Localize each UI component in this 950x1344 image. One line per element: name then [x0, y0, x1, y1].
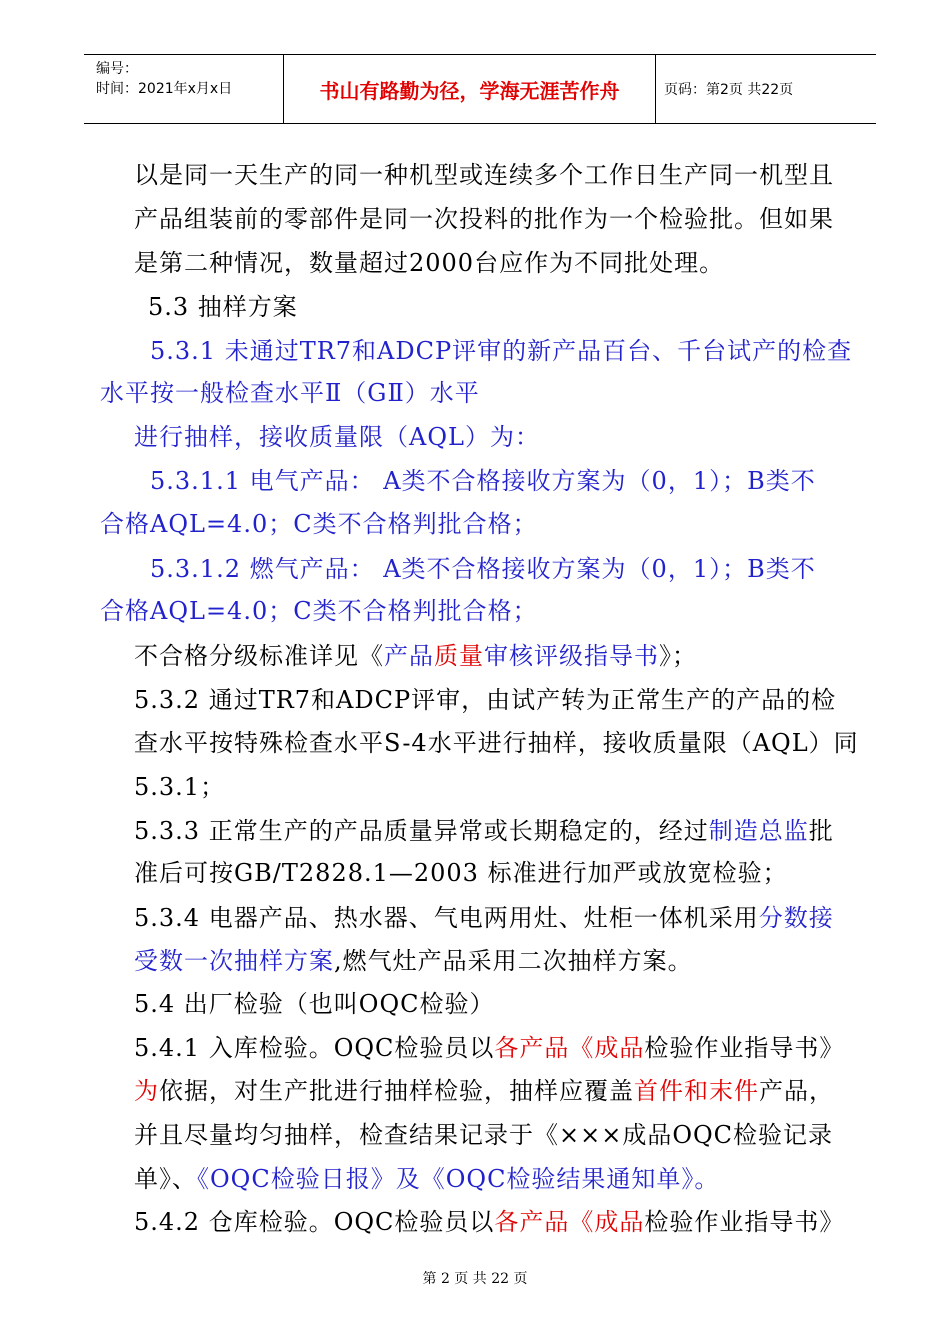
- text-segment: 《OQC检验日报》及《OQC检验结果通知单》。: [197, 1165, 720, 1193]
- text-segment: 为: [134, 1077, 159, 1105]
- text-segment: 首件和末件: [634, 1077, 759, 1105]
- text-segment: 合格AQL=4.0；C类不合格判批合格；: [100, 597, 538, 625]
- header-meta: [84, 55, 284, 123]
- text-segment: 5.4.2 仓库检验。OQC检验员以: [134, 1208, 495, 1236]
- body-line: [150, 549, 816, 584]
- body-line: [134, 1028, 844, 1063]
- text-segment: 5.3 抽样方案: [148, 293, 298, 321]
- text-segment: 以是同一天生产的同一种机型或连续多个工作日生产同一机型且: [134, 161, 834, 189]
- text-segment: 水平按一般检查水平Ⅱ（GⅡ）水平: [100, 379, 480, 407]
- text-segment: 产品，: [759, 1077, 834, 1105]
- body-line: [134, 417, 540, 452]
- text-segment: 批: [808, 817, 834, 845]
- text-segment: 》；: [659, 642, 697, 670]
- text-segment: 各产品《成品: [494, 1208, 645, 1236]
- body-line: [100, 591, 538, 626]
- text-segment: 检验作业指导书》: [644, 1034, 845, 1062]
- body-line: [148, 287, 298, 322]
- body-line: [134, 636, 697, 671]
- text-segment: 依据，对生产批进行抽样检验，抽样应覆盖: [159, 1077, 634, 1105]
- body-line: [134, 767, 225, 802]
- text-segment: 各产品《成品: [494, 1034, 645, 1062]
- document-number-label: 编号：: [96, 61, 138, 77]
- body-line: [100, 373, 480, 408]
- text-segment: 进行抽样，接收质量限（AQL）为：: [134, 423, 540, 451]
- text-segment: 合格AQL=4.0；C类不合格判批合格；: [100, 510, 538, 538]
- text-segment: 5.4.1 入库检验。OQC检验员以: [134, 1034, 495, 1062]
- page-footer: 第 2 页 共 22 页: [422, 1271, 528, 1287]
- text-segment: 质量: [434, 642, 484, 670]
- body-line: [134, 199, 834, 234]
- text-segment: 受数一次抽样方案: [134, 947, 334, 975]
- body-line: [134, 984, 495, 1019]
- text-segment: 制造总监: [708, 817, 809, 845]
- body-line: [134, 723, 859, 758]
- text-segment: 单》、: [134, 1165, 197, 1193]
- text-segment: 查水平按特殊检查水平S-4水平进行抽样，接收质量限（AQL）同: [134, 729, 859, 757]
- text-segment: 审核评级指导书: [484, 642, 659, 670]
- body-line: [134, 898, 834, 933]
- text-segment: 分数接: [758, 904, 834, 932]
- text-segment: 5.4 出厂检验（也叫OQC检验）: [134, 990, 495, 1018]
- body-line: [150, 461, 816, 496]
- body-line: [150, 331, 852, 366]
- text-segment: 准后可按GB/T2828.1—2003 标准进行加严或放宽检验；: [134, 859, 788, 887]
- text-segment: 5.3.1.2 燃气产品： A类不合格接收方案为（0，1）；B类不: [150, 555, 816, 583]
- body-line: [134, 1202, 844, 1237]
- body-line: [134, 853, 788, 888]
- body-line: [134, 243, 724, 278]
- text-segment: 检验作业指导书》: [644, 1208, 845, 1236]
- text-segment: 产品: [384, 642, 434, 670]
- text-segment: 5.3.1 未通过TR7和ADCP评审的新产品百台、千台试产的检查: [150, 337, 853, 365]
- header-page-info: 页码：第2页 共22页: [664, 82, 794, 98]
- page-header: [84, 54, 876, 124]
- text-segment: 5.3.2 通过TR7和ADCP评审，由试产转为正常生产的产品的检: [134, 686, 837, 714]
- text-segment: 5.3.1；: [134, 773, 226, 801]
- text-segment: 并且尽量均匀抽样，检查结果记录于《×××成品OQC检验记录: [134, 1121, 834, 1149]
- text-segment: 5.3.3 正常生产的产品质量异常或长期稳定的，经过: [134, 817, 709, 845]
- text-segment: 5.3.4 电器产品、热水器、气电两用灶、灶柜一体机采用: [134, 904, 759, 932]
- text-segment: ,燃气灶产品采用二次抽样方案。: [334, 947, 693, 975]
- body-line: [134, 680, 836, 715]
- body-line: [134, 155, 834, 190]
- body-line: [134, 1115, 833, 1150]
- text-segment: 产品组装前的零部件是同一次投料的批作为一个检验批。但如果: [134, 205, 834, 233]
- text-segment: 不合格分级标准详见《: [134, 642, 384, 670]
- body-line: [134, 1071, 834, 1106]
- document-time-label: 时间：2021年x月x日: [96, 81, 233, 97]
- header-motto: 书山有路勤为径，学海无涯苦作舟: [284, 55, 656, 123]
- text-segment: 是第二种情况，数量超过2000台应作为不同批处理。: [134, 249, 725, 277]
- body-line: [134, 941, 693, 976]
- body-line: [134, 1159, 719, 1194]
- body-line: [100, 504, 538, 539]
- text-segment: 5.3.1.1 电气产品： A类不合格接收方案为（0，1）；B类不: [150, 467, 816, 495]
- body-line: [134, 811, 834, 846]
